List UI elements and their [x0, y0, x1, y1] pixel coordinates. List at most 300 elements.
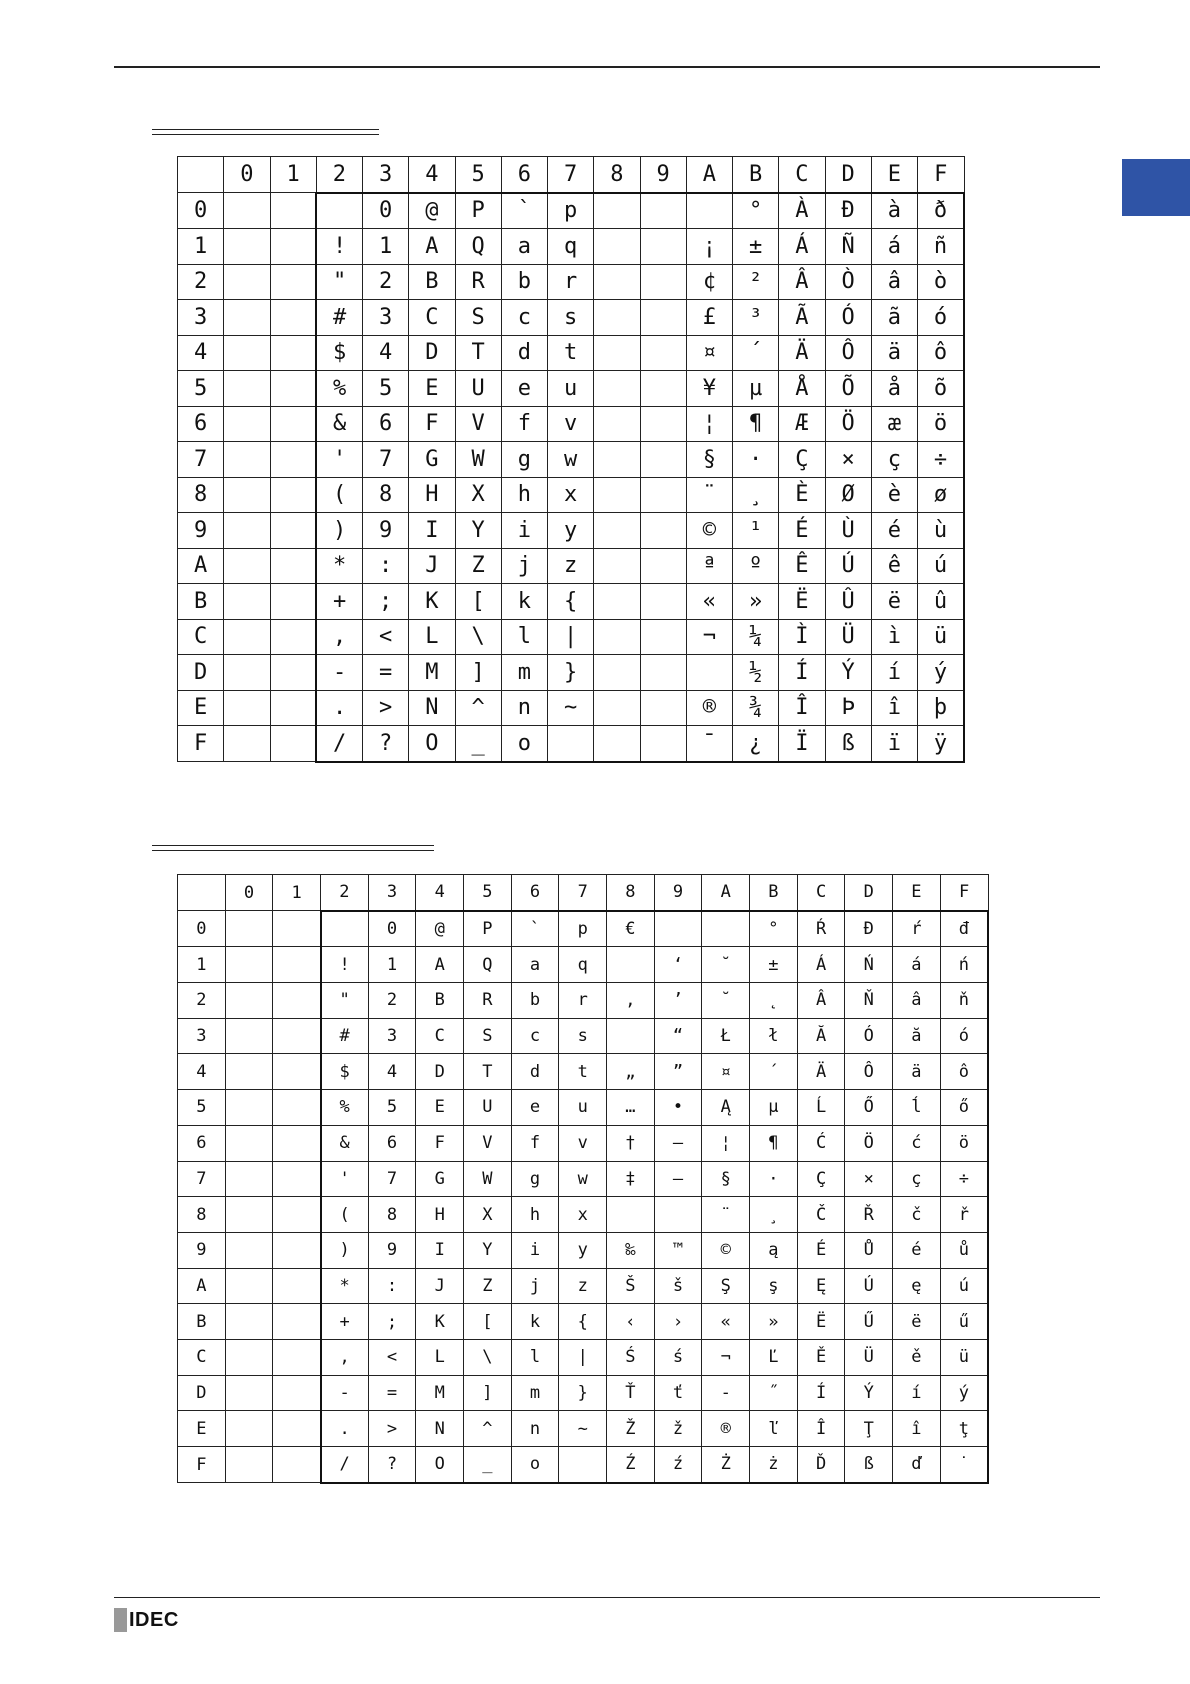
char-cell [640, 300, 686, 336]
char-cell: Ľ [750, 1339, 798, 1375]
char-cell [270, 619, 316, 655]
char-cell: ú [918, 548, 965, 584]
char-cell: < [368, 1339, 416, 1375]
char-cell: ¯ [686, 726, 732, 762]
char-cell: ‹ [607, 1304, 655, 1340]
char-cell: Â [797, 983, 845, 1019]
char-cell [559, 1447, 607, 1483]
char-cell: f [501, 406, 547, 442]
char-cell: Ď [797, 1447, 845, 1483]
char-cell [225, 1161, 273, 1197]
char-cell [640, 655, 686, 691]
column-header: B [750, 875, 798, 911]
char-cell: 2 [363, 264, 409, 300]
table-row [178, 1339, 989, 1375]
char-cell: @ [416, 911, 464, 947]
char-cell: y [559, 1232, 607, 1268]
char-cell [594, 584, 640, 620]
char-cell: z [548, 548, 594, 584]
char-cell: Đ [845, 911, 893, 947]
table-row [178, 1197, 989, 1233]
char-cell: : [368, 1268, 416, 1304]
char-cell: d [511, 1054, 559, 1090]
char-cell: 5 [368, 1090, 416, 1126]
table-row [178, 1054, 989, 1090]
column-header: B [733, 157, 779, 193]
char-cell: – [654, 1125, 702, 1161]
char-cell [225, 983, 273, 1019]
char-cell [273, 1197, 321, 1233]
char-cell [224, 371, 270, 407]
column-header: 1 [273, 875, 321, 911]
char-cell: £ [686, 300, 732, 336]
table-row [178, 1232, 989, 1268]
char-cell: [ [455, 584, 501, 620]
column-header: 8 [607, 875, 655, 911]
char-cell: ˝ [750, 1375, 798, 1411]
char-cell [270, 300, 316, 336]
char-cell [273, 1375, 321, 1411]
char-cell: H [416, 1197, 464, 1233]
char-cell [224, 548, 270, 584]
table-row [178, 1375, 989, 1411]
column-header-row [178, 875, 989, 911]
char-cell [640, 193, 686, 229]
char-cell: ð [918, 193, 965, 229]
char-cell [225, 1018, 273, 1054]
column-header: 6 [511, 875, 559, 911]
char-cell [225, 1054, 273, 1090]
char-cell [225, 1197, 273, 1233]
char-cell: J [409, 548, 455, 584]
char-cell: h [501, 477, 547, 513]
char-cell: r [548, 264, 594, 300]
char-cell: n [501, 690, 547, 726]
char-cell: w [559, 1161, 607, 1197]
char-cell: U [455, 371, 501, 407]
char-cell: Y [464, 1232, 512, 1268]
char-cell: B [409, 264, 455, 300]
char-cell [225, 1125, 273, 1161]
character-code-table-2 [177, 874, 989, 1484]
char-cell: q [548, 229, 594, 265]
char-cell: A [416, 947, 464, 983]
char-cell: S [464, 1018, 512, 1054]
char-cell [273, 983, 321, 1019]
char-cell: K [409, 584, 455, 620]
char-cell: F [409, 406, 455, 442]
char-cell: Ź [607, 1447, 655, 1483]
char-cell [654, 1197, 702, 1233]
char-cell: ^ [455, 690, 501, 726]
char-cell: Ż [702, 1447, 750, 1483]
row-header: 9 [178, 1232, 226, 1268]
char-cell: Ť [607, 1375, 655, 1411]
char-cell: ü [940, 1339, 988, 1375]
table-row [178, 1018, 989, 1054]
char-cell: é [871, 513, 917, 549]
char-cell: ÷ [918, 442, 965, 478]
column-header: 6 [501, 157, 547, 193]
char-cell: ď [893, 1447, 941, 1483]
char-cell: · [733, 442, 779, 478]
char-cell: , [321, 1339, 369, 1375]
char-cell: Ì [779, 619, 825, 655]
char-cell: ¦ [686, 406, 732, 442]
char-cell: đ [940, 911, 988, 947]
char-cell: P [464, 911, 512, 947]
char-cell: * [316, 548, 362, 584]
char-cell: \ [464, 1339, 512, 1375]
char-cell: € [607, 911, 655, 947]
char-cell: r [559, 983, 607, 1019]
char-cell: Ő [845, 1090, 893, 1126]
char-cell: Á [779, 229, 825, 265]
char-cell: ę [893, 1268, 941, 1304]
char-cell: i [501, 513, 547, 549]
char-cell: ± [733, 229, 779, 265]
char-cell [273, 1090, 321, 1126]
char-cell [225, 1375, 273, 1411]
char-cell [273, 1054, 321, 1090]
char-cell: Ý [825, 655, 871, 691]
char-cell [686, 193, 732, 229]
char-cell: = [368, 1375, 416, 1411]
char-cell: ñ [918, 229, 965, 265]
char-cell: k [511, 1304, 559, 1340]
char-cell: v [559, 1125, 607, 1161]
char-cell: á [871, 229, 917, 265]
char-cell: e [511, 1090, 559, 1126]
corner-cell [178, 875, 226, 911]
char-cell: Ú [845, 1268, 893, 1304]
table-row [178, 1125, 989, 1161]
char-cell: } [559, 1375, 607, 1411]
row-header: C [178, 1339, 226, 1375]
char-cell: ° [733, 193, 779, 229]
char-cell: < [363, 619, 409, 655]
char-cell: ľ [750, 1411, 798, 1447]
char-cell: j [501, 548, 547, 584]
char-cell [640, 335, 686, 371]
char-cell: Y [455, 513, 501, 549]
char-cell: G [409, 442, 455, 478]
char-cell: J [416, 1268, 464, 1304]
char-cell: ¬ [686, 619, 732, 655]
column-header: 7 [559, 875, 607, 911]
char-cell: # [316, 300, 362, 336]
char-cell: X [464, 1197, 512, 1233]
char-cell: È [779, 477, 825, 513]
char-cell [273, 1411, 321, 1447]
char-cell: û [918, 584, 965, 620]
table-row [178, 726, 965, 762]
char-cell: É [797, 1232, 845, 1268]
table-row [178, 300, 965, 336]
char-cell: Ó [845, 1018, 893, 1054]
char-cell: ŕ [893, 911, 941, 947]
table-row [178, 513, 965, 549]
row-header: F [178, 726, 224, 762]
char-cell [273, 1018, 321, 1054]
char-cell [273, 1268, 321, 1304]
char-cell: c [511, 1018, 559, 1054]
char-cell [594, 406, 640, 442]
char-cell: & [316, 406, 362, 442]
row-header: 0 [178, 911, 226, 947]
char-cell: - [702, 1375, 750, 1411]
char-cell: s [548, 300, 594, 336]
char-cell: > [368, 1411, 416, 1447]
char-cell [224, 655, 270, 691]
char-cell: 7 [368, 1161, 416, 1197]
char-cell [273, 1447, 321, 1483]
char-cell: Ò [825, 264, 871, 300]
header-rule [114, 66, 1100, 68]
char-cell [224, 513, 270, 549]
char-cell: ° [750, 911, 798, 947]
table-row [178, 548, 965, 584]
char-cell: » [750, 1304, 798, 1340]
char-cell: G [416, 1161, 464, 1197]
char-cell [273, 1232, 321, 1268]
char-cell: B [416, 983, 464, 1019]
char-cell: Ý [845, 1375, 893, 1411]
char-cell: č [893, 1197, 941, 1233]
char-cell: $ [321, 1054, 369, 1090]
table-row [178, 690, 965, 726]
char-cell [270, 726, 316, 762]
char-cell: ¥ [686, 371, 732, 407]
char-cell: Å [779, 371, 825, 407]
char-cell: Ç [779, 442, 825, 478]
char-cell: O [416, 1447, 464, 1483]
char-cell [640, 726, 686, 762]
char-cell [224, 477, 270, 513]
char-cell: ù [918, 513, 965, 549]
char-cell: g [501, 442, 547, 478]
char-cell: ø [918, 477, 965, 513]
row-header: 9 [178, 513, 224, 549]
char-cell: × [845, 1161, 893, 1197]
char-cell: 9 [368, 1232, 416, 1268]
char-cell: W [455, 442, 501, 478]
char-cell: D [416, 1054, 464, 1090]
char-cell: Ć [797, 1125, 845, 1161]
char-cell: } [548, 655, 594, 691]
char-cell [594, 229, 640, 265]
column-header: 9 [640, 157, 686, 193]
column-header: D [845, 875, 893, 911]
char-cell: ² [733, 264, 779, 300]
char-cell: Ñ [825, 229, 871, 265]
char-cell: ç [871, 442, 917, 478]
column-header: A [702, 875, 750, 911]
char-cell [270, 690, 316, 726]
char-cell: l [511, 1339, 559, 1375]
char-cell: ą [750, 1232, 798, 1268]
char-cell: n [511, 1411, 559, 1447]
char-cell: ì [871, 619, 917, 655]
char-cell [224, 264, 270, 300]
char-cell: Í [779, 655, 825, 691]
char-cell: k [501, 584, 547, 620]
char-cell: ¶ [750, 1125, 798, 1161]
table-row [178, 371, 965, 407]
char-cell: _ [455, 726, 501, 762]
column-header: A [686, 157, 732, 193]
char-cell [225, 1304, 273, 1340]
char-cell: N [416, 1411, 464, 1447]
char-cell [273, 947, 321, 983]
char-cell: ' [321, 1161, 369, 1197]
char-cell [316, 193, 362, 229]
row-header: D [178, 655, 224, 691]
row-header: 5 [178, 371, 224, 407]
char-cell: á [893, 947, 941, 983]
char-cell: C [409, 300, 455, 336]
char-cell: ¨ [702, 1197, 750, 1233]
char-cell: Ž [607, 1411, 655, 1447]
char-cell: ˙ [940, 1447, 988, 1483]
char-cell [640, 442, 686, 478]
row-header: A [178, 548, 224, 584]
char-cell: ô [940, 1054, 988, 1090]
row-header: E [178, 690, 224, 726]
char-cell: Â [779, 264, 825, 300]
column-header: 3 [368, 875, 416, 911]
char-cell: 4 [363, 335, 409, 371]
table-row [178, 584, 965, 620]
char-cell: | [559, 1339, 607, 1375]
char-cell: \ [455, 619, 501, 655]
char-cell: R [464, 983, 512, 1019]
table-row [178, 406, 965, 442]
char-cell [640, 584, 686, 620]
char-cell [594, 513, 640, 549]
column-header: 0 [225, 875, 273, 911]
char-cell: à [871, 193, 917, 229]
char-cell: o [511, 1447, 559, 1483]
row-header: 6 [178, 406, 224, 442]
char-cell: ¹ [733, 513, 779, 549]
char-cell: Í [797, 1375, 845, 1411]
char-cell: Ù [825, 513, 871, 549]
char-cell: # [321, 1018, 369, 1054]
column-header-row [178, 157, 965, 193]
char-cell: 2 [368, 983, 416, 1019]
char-cell: x [559, 1197, 607, 1233]
char-cell: ® [702, 1411, 750, 1447]
char-cell: ê [871, 548, 917, 584]
char-cell [640, 264, 686, 300]
char-cell: ã [871, 300, 917, 336]
char-cell: M [416, 1375, 464, 1411]
char-cell: ` [501, 193, 547, 229]
char-cell: ” [654, 1054, 702, 1090]
char-cell: ‰ [607, 1232, 655, 1268]
char-cell [273, 1125, 321, 1161]
char-cell [273, 1304, 321, 1340]
table-row [178, 655, 965, 691]
char-cell: ( [316, 477, 362, 513]
char-cell: h [511, 1197, 559, 1233]
char-cell: = [363, 655, 409, 691]
char-cell: 1 [363, 229, 409, 265]
char-cell: æ [871, 406, 917, 442]
char-cell: ř [940, 1197, 988, 1233]
char-cell: f [511, 1125, 559, 1161]
table-row [178, 1268, 989, 1304]
char-cell: ˛ [750, 983, 798, 1019]
table-row [178, 193, 965, 229]
char-cell [224, 406, 270, 442]
char-cell: W [464, 1161, 512, 1197]
char-cell: ] [464, 1375, 512, 1411]
column-header: C [797, 875, 845, 911]
char-cell: õ [918, 371, 965, 407]
table-row [178, 1161, 989, 1197]
column-header: E [871, 157, 917, 193]
char-cell [654, 911, 702, 947]
char-cell: ě [893, 1339, 941, 1375]
char-cell: ¾ [733, 690, 779, 726]
char-cell: ¼ [733, 619, 779, 655]
char-cell: y [548, 513, 594, 549]
char-cell: + [316, 584, 362, 620]
char-cell: ť [654, 1375, 702, 1411]
char-cell: ¤ [702, 1054, 750, 1090]
char-cell: ú [940, 1268, 988, 1304]
table-row [178, 619, 965, 655]
char-cell: å [871, 371, 917, 407]
char-cell: Ą [702, 1090, 750, 1126]
char-cell: m [501, 655, 547, 691]
char-cell [270, 584, 316, 620]
row-header: 7 [178, 1161, 226, 1197]
char-cell: @ [409, 193, 455, 229]
row-header: 7 [178, 442, 224, 478]
char-cell: ý [918, 655, 965, 691]
char-cell: Ł [702, 1018, 750, 1054]
char-cell: m [511, 1375, 559, 1411]
char-cell: ˘ [702, 983, 750, 1019]
char-cell [594, 726, 640, 762]
char-cell: Ř [845, 1197, 893, 1233]
section-heading-underline [152, 129, 379, 137]
char-cell [224, 229, 270, 265]
char-cell [224, 690, 270, 726]
char-cell: … [607, 1090, 655, 1126]
char-cell [640, 371, 686, 407]
char-cell: ó [918, 300, 965, 336]
table-row [178, 1304, 989, 1340]
char-cell: ´ [733, 335, 779, 371]
char-cell: ’ [654, 983, 702, 1019]
char-cell [270, 335, 316, 371]
char-cell: â [871, 264, 917, 300]
char-cell: ½ [733, 655, 779, 691]
char-cell: ¨ [686, 477, 732, 513]
char-cell: µ [750, 1090, 798, 1126]
char-cell: ™ [654, 1232, 702, 1268]
column-header: F [918, 157, 965, 193]
char-cell: M [409, 655, 455, 691]
column-header: 8 [594, 157, 640, 193]
char-cell [594, 193, 640, 229]
row-header: 1 [178, 229, 224, 265]
char-cell: N [409, 690, 455, 726]
